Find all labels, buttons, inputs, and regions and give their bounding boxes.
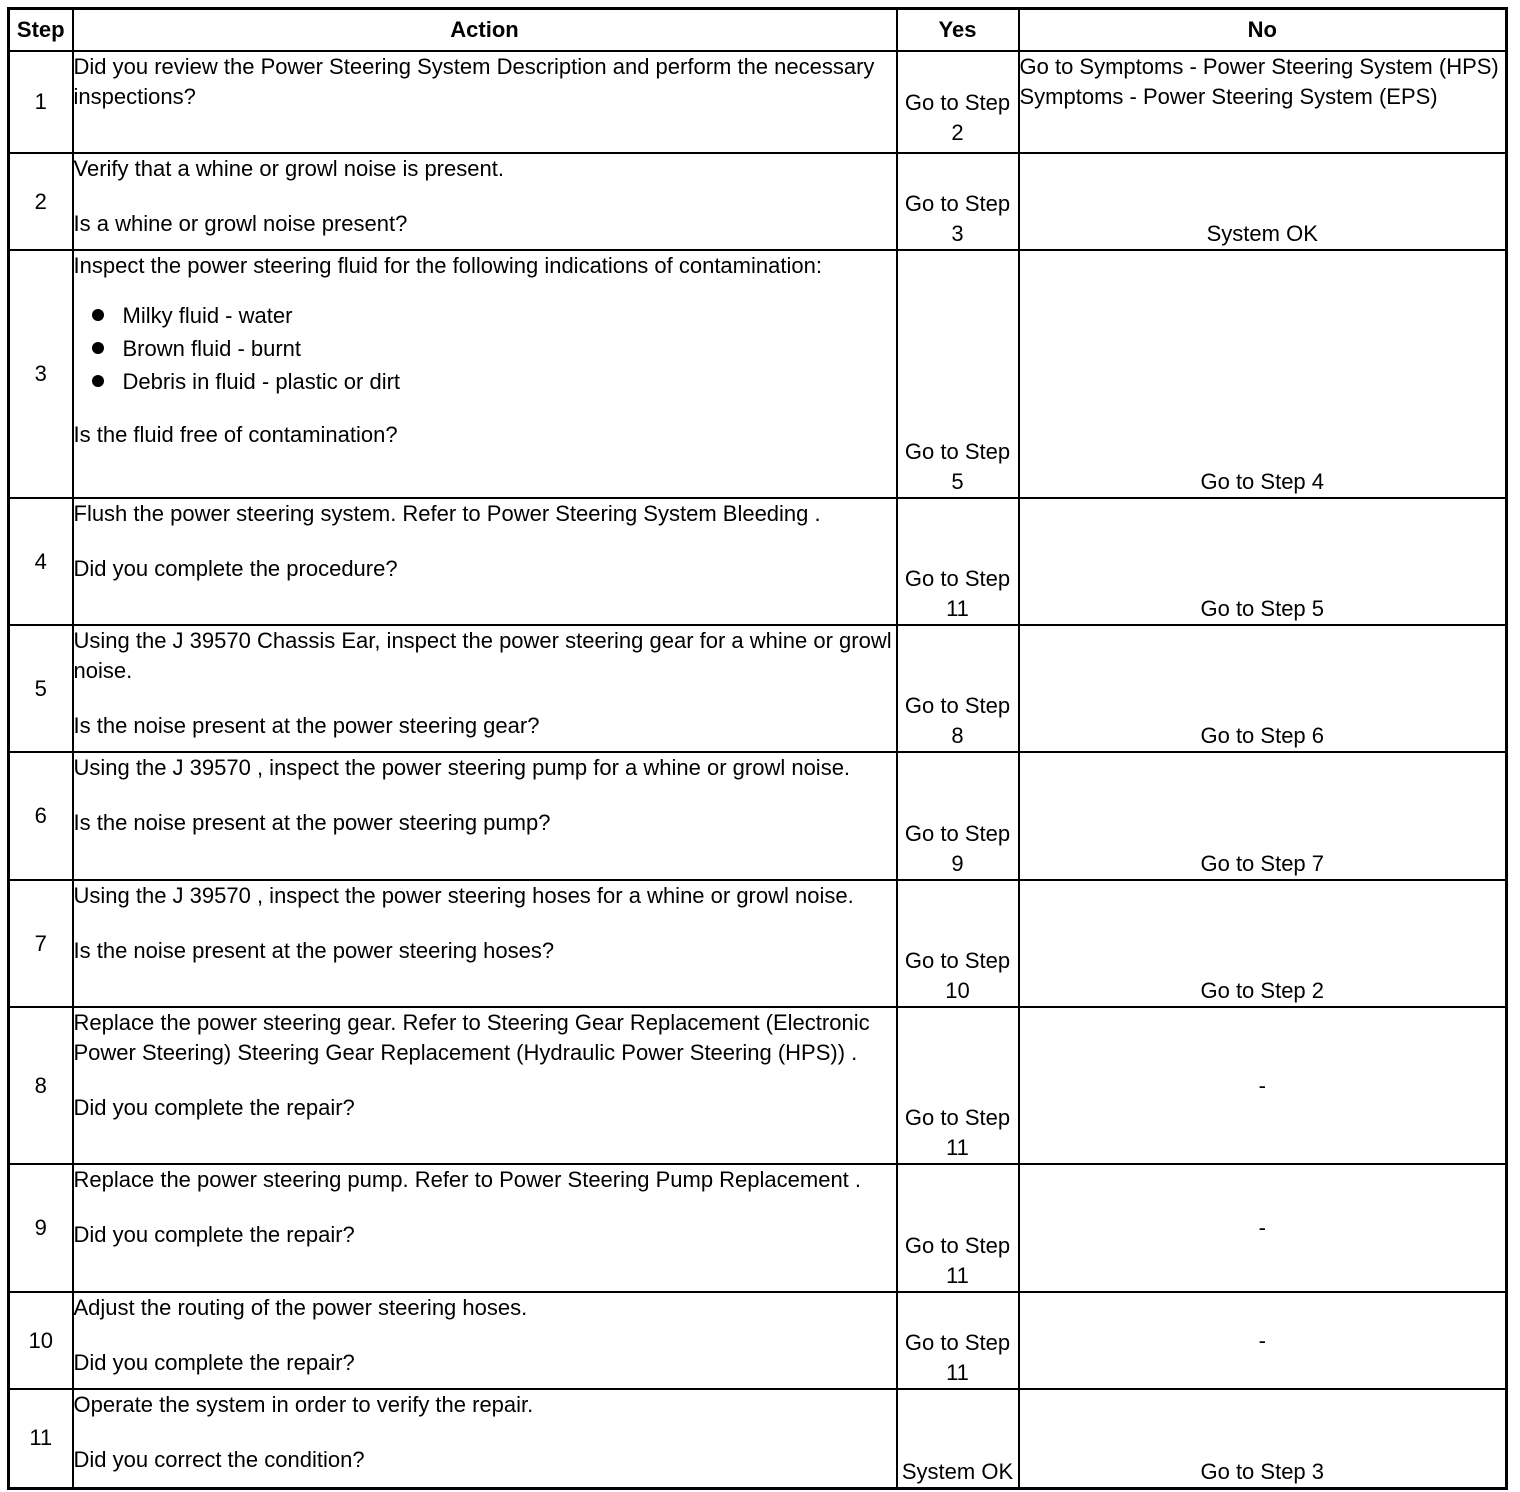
action-cell <box>73 1164 897 1292</box>
action-question: Did you complete the repair? <box>73 1095 355 1120</box>
action-cell <box>73 498 897 625</box>
yes-cell: Go to Step 3 <box>897 153 1019 250</box>
no-cell: - <box>1019 1292 1507 1389</box>
header-action: Action <box>73 9 897 52</box>
yes-cell: Go to Step 11 <box>897 1007 1019 1164</box>
step-number: 6 <box>9 752 73 880</box>
action-question: Is the fluid free of contamination? <box>73 422 398 447</box>
action-text: Using the J 39570 , inspect the power steering hoses for a whine or growl noise. <box>73 883 854 908</box>
step-number: 4 <box>9 498 73 625</box>
yes-cell: Go to Step 8 <box>897 625 1019 752</box>
no-cell: - <box>1019 1164 1507 1292</box>
action-question: Did you correct the condition? <box>73 1447 365 1472</box>
yes-cell: Go to Step 10 <box>897 880 1019 1007</box>
step-number: 8 <box>9 1007 73 1164</box>
action-cell <box>73 153 897 250</box>
list-item: Milky fluid - water <box>74 299 896 332</box>
bullet-icon <box>92 342 104 354</box>
action-question: Is the noise present at the power steering hoses? <box>73 938 555 963</box>
step-number: 5 <box>9 625 73 752</box>
action-cell <box>73 1007 897 1164</box>
list-item: Brown fluid - burnt <box>74 332 896 365</box>
no-cell: Go to Step 4 <box>1019 250 1507 498</box>
no-cell: Go to Step 3 <box>1019 1389 1507 1488</box>
action-text: Did you review the Power Steering System Description and perform the necessary inspections? <box>73 54 875 109</box>
step-number: 10 <box>9 1292 73 1389</box>
step-number: 7 <box>9 880 73 1007</box>
header-no: No <box>1019 9 1507 52</box>
header-row <box>9 9 1507 52</box>
yes-cell: Go to Step 11 <box>897 498 1019 625</box>
table-row <box>9 880 1507 1007</box>
table-row <box>9 1007 1507 1164</box>
table-row <box>9 153 1507 250</box>
action-question: Is a whine or growl noise present? <box>73 211 408 236</box>
yes-cell: Go to Step 9 <box>897 752 1019 880</box>
bullet-icon <box>92 309 104 321</box>
action-text: Operate the system in order to verify the repair. <box>73 1392 534 1417</box>
table-row <box>9 1164 1507 1292</box>
step-number: 1 <box>9 51 73 153</box>
action-cell <box>73 880 897 1007</box>
action-cell <box>73 625 897 752</box>
step-number: 2 <box>9 153 73 250</box>
action-text: Using the J 39570 , inspect the power steering pump for a whine or growl noise. <box>73 755 851 780</box>
step-number: 9 <box>9 1164 73 1292</box>
contamination-list <box>74 299 896 398</box>
no-cell: Go to Step 5 <box>1019 498 1507 625</box>
action-cell <box>73 51 897 153</box>
action-question: Did you complete the procedure? <box>73 556 398 581</box>
action-text: Replace the power steering pump. Refer to Power Steering Pump Replacement . <box>73 1167 862 1192</box>
action-question: Is the noise present at the power steering gear? <box>73 713 540 738</box>
action-text: Inspect the power steering fluid for the following indications of contamination: <box>73 253 822 278</box>
yes-cell: Go to Step 11 <box>897 1164 1019 1292</box>
action-question: Did you complete the repair? <box>73 1222 355 1247</box>
diagnostic-table <box>7 7 1508 1490</box>
step-number: 3 <box>9 250 73 498</box>
table-row <box>9 250 1507 498</box>
step-number: 11 <box>9 1389 73 1488</box>
yes-cell: System OK <box>897 1389 1019 1488</box>
table-row <box>9 498 1507 625</box>
action-text: Replace the power steering gear. Refer to Steering Gear Replacement (Electronic Power Steering) Steering Gear Replacement (Hydraulic Power Steering (HPS)) . <box>73 1010 870 1065</box>
action-cell <box>73 1292 897 1389</box>
no-cell: - <box>1019 1007 1507 1164</box>
table-row <box>9 1292 1507 1389</box>
action-text: Verify that a whine or growl noise is present. <box>73 156 504 181</box>
table-row <box>9 752 1507 880</box>
list-item: Debris in fluid - plastic or dirt <box>74 365 896 398</box>
bullet-icon <box>92 375 104 387</box>
yes-cell: Go to Step 2 <box>897 51 1019 153</box>
no-cell: Go to Step 2 <box>1019 880 1507 1007</box>
yes-cell: Go to Step 11 <box>897 1292 1019 1389</box>
table-row <box>9 625 1507 752</box>
header-step: Step <box>9 9 73 52</box>
action-cell <box>73 250 897 498</box>
table-row <box>9 51 1507 153</box>
action-text: Adjust the routing of the power steering hoses. <box>73 1295 528 1320</box>
yes-cell: Go to Step 5 <box>897 250 1019 498</box>
action-text: Using the J 39570 Chassis Ear, inspect the power steering gear for a whine or growl noise. <box>73 628 892 683</box>
action-question: Is the noise present at the power steering pump? <box>73 810 551 835</box>
action-question: Did you complete the repair? <box>73 1350 355 1375</box>
action-cell <box>73 1389 897 1488</box>
action-cell <box>73 752 897 880</box>
no-cell: Go to Symptoms - Power Steering System (HPS) Symptoms - Power Steering System (EPS) <box>1019 51 1507 153</box>
header-yes: Yes <box>897 9 1019 52</box>
no-cell: System OK <box>1019 153 1507 250</box>
no-cell: Go to Step 7 <box>1019 752 1507 880</box>
table-row <box>9 1389 1507 1488</box>
no-cell: Go to Step 6 <box>1019 625 1507 752</box>
action-text: Flush the power steering system. Refer to Power Steering System Bleeding . <box>73 501 821 526</box>
